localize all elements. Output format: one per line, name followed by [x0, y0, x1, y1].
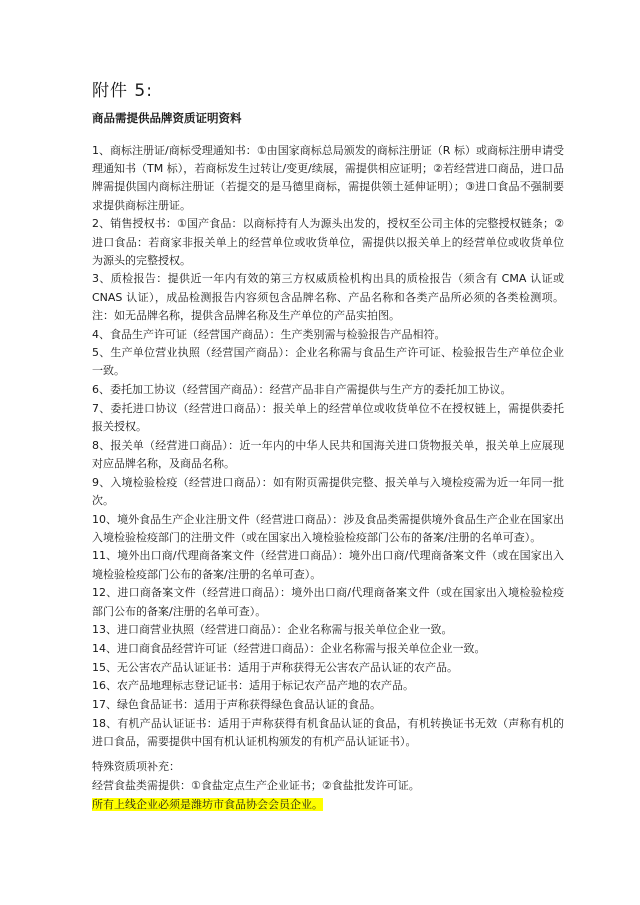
list-item-12: 12、进口商备案文件（经营进口商品）：境外出口商/代理商备案文件（或在国家出入境检验检疫部门公布的备案/注册的名单可查）。	[92, 586, 564, 618]
list-item-9: 9、入境检验检疫（经营进口商品）：如有附页需提供完整、报关单与入境检疫需为近一年同一批次。	[92, 475, 564, 507]
list-item-2: 2、销售授权书：①国产食品：以商标持有人为源头出发的，授权至公司主体的完整授权链条；②进口食品：若商家非报关单上的经营单位或收货单位，需提供以报关单上的经营单位或收货单位为源头的完整授权。	[92, 217, 564, 267]
membership-note: 所有上线企业必须是潍坊市食品协会会员企业。	[92, 798, 323, 811]
attachment-label: 附件 5:	[92, 81, 153, 101]
list-item-8: 8、报关单（经营进口商品）：近一年内的中华人民共和国海关进口货物报关单，报关单上应展现对应品牌名称，及商品名称。	[92, 438, 564, 470]
list-item-4: 4、食品生产许可证（经营国产商品）：生产类别需与检验报告产品相符。	[92, 327, 446, 341]
list-item-10: 10、境外食品生产企业注册文件（经营进口商品）：涉及食品类需提供境外食品生产企业在国家出入境检验检疫部门的注册文件（或在国家出入境检验检疫部门公布的备案/注册的名单可查）。	[92, 512, 564, 544]
list-item-14: 14、进口商食品经营许可证（经营进口商品）：企业名称需与报关单位企业一致。	[92, 641, 486, 655]
requirements-list	[92, 142, 564, 752]
document-title: 商品需提供品牌资质证明资料	[92, 111, 242, 125]
list-item-16: 16、农产品地理标志登记证书：适用于标记农产品产地的农产品。	[92, 679, 414, 693]
list-item-17: 17、绿色食品证书：适用于声称获得绿色食品认证的食品。	[92, 698, 381, 712]
list-item-3: 3、质检报告：提供近一年内有效的第三方权威质检机构出具的质检报告（须含有 CMA 认证或 CNAS 认证），成品检测报告内容须包含品牌名称、产品名称和各类产品所必须的各类检测项。注：如无品牌名称，提供含品牌名称及生产单位的产品实拍图。	[92, 272, 564, 322]
list-item-15: 15、无公害农产品认证证书：适用于声称获得无公害农产品认证的农产品。	[92, 660, 458, 674]
list-item-11: 11、境外出口商/代理商备案文件（经营进口商品）：境外出口商/代理商备案文件（或在国家出入境检验检疫部门公布的备案/注册的名单可查）。	[92, 549, 564, 581]
list-item-5: 5、生产单位营业执照（经营国产商品）：企业名称需与食品生产许可证、检验报告生产单位企业一致。	[92, 346, 564, 378]
list-item-7: 7、委托进口协议（经营进口商品）：报关单上的经营单位或收货单位不在授权链上，需提供委托报关授权。	[92, 401, 564, 434]
supplement-heading: 特殊资质项补充：	[92, 760, 180, 773]
list-item-6: 6、委托加工协议（经营国产商品）：经营产品非自产需提供与生产方的委托加工协议。	[92, 383, 512, 397]
list-item-18: 18、有机产品认证证书：适用于声称获得有机食品认证的食品，有机转换证书无效（声称有机的进口食品，需要提供中国有机认证机构颁发的有机产品认证证书）。	[92, 716, 564, 748]
highlight-row	[92, 795, 564, 814]
list-item-1: 1、商标注册证/商标受理通知书：①由国家商标总局颁发的商标注册证（R 标）或商标注册申请受理通知书（TM 标），若商标发生过转让/变更/续展，需提供相应证明；②若经营进口商品，进口品牌需提供国内商标注册证（若提交的是马德里商标，需提供领土延伸证明）；③进口食品不强制要求提供商标注册证。	[92, 144, 564, 212]
list-item-13: 13、进口商营业执照（经营进口商品）：企业名称需与报关单位企业一致。	[92, 623, 453, 637]
salt-requirement: 经营食盐类需提供：①食盐定点生产企业证书；②食盐批发许可证。	[92, 779, 420, 792]
supplement-section	[92, 757, 564, 814]
